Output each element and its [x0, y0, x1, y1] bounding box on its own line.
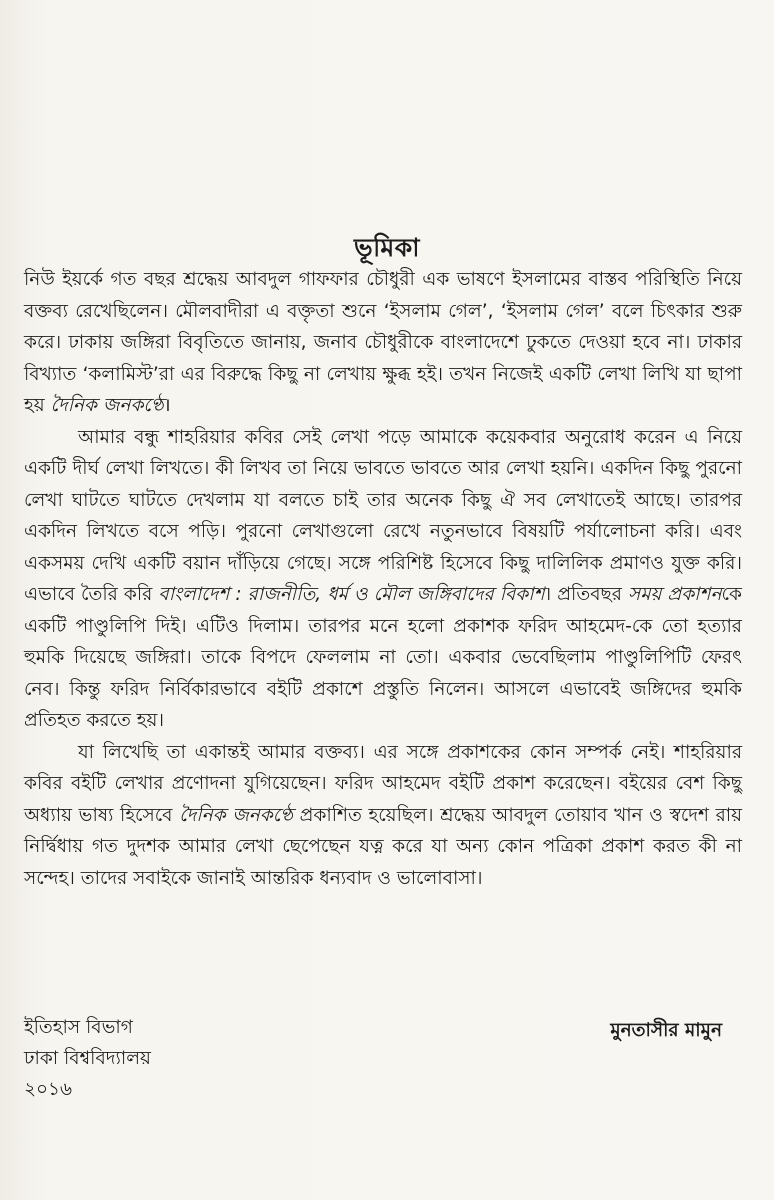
paragraph-1-end: । — [163, 395, 171, 416]
paragraph-3-text: যা লিখেছি তা একান্তই আমার বক্তব্য। এর সঙ্গে প্রকাশকের কোন সম্পর্ক নেই। শাহরিয়ার কবির বইটি লেখার প্রণোদনা যুগিয়েছেন। ফরিদ আহমেদ বইটি প্রকাশ করেছেন। বইয়ের বেশ কিছু অধ্যায় ভাষ্য হিসেবে — [24, 741, 742, 826]
paragraph-2-text-b: । প্রতিবছর — [544, 584, 628, 605]
paragraph-2 — [24, 422, 742, 737]
paragraph-2-text: আমার বন্ধু শাহরিয়ার কবির সেই লেখা পড়ে আমাকে কয়েকবার অনুরোধ করেন এ নিয়ে একটি দীর্ঘ লেখা লিখতে। কী লিখব তা নিয়ে ভাবতে ভাবতে আর লেখা হয়নি। একদিন কিছু পুরনো লেখা ঘাটতে ঘাটতে দেখলাম যা বলতে চাই তার অনেক কিছু ঐ সব লেখাতেই আছে। তারপর একদিন লিখতে বসে পড়ি। পুরনো লেখাগুলো রেখে নতুনভাবে বিষয়টি পর্যালোচনা করি। এবং একসময় দেখি একটি বয়ান দাঁড়িয়ে গেছে। সঙ্গে পরিশিষ্ট হিসেবে কিছু দালিলিক প্রমাণও যুক্ত করি। এভাবে তৈরি করি — [24, 426, 742, 605]
publisher-name: সময় প্রকাশন — [627, 584, 722, 605]
department: ইতিহাস বিভাগ — [24, 1017, 133, 1038]
university: ঢাকা বিশ্ববিদ্যালয় — [24, 1048, 151, 1069]
page-title: ভূমিকা — [354, 233, 420, 262]
paragraph-3 — [24, 737, 742, 895]
paragraph-1-text: নিউ ইয়র্কে গত বছর শ্রদ্ধেয় আবদুল গাফফার চৌধুরী এক ভাষণে ইসলামের বাস্তব পরিস্থিতি নিয়ে বক্তব্য রেখেছিলেন। মৌলবাদীরা এ বক্তৃতা শুনে ‘ইসলাম গেল’, ‘ইসলাম গেল’ বলে চিৎকার শুরু করে। ঢাকায় জঙ্গিরা বিবৃতিতে জানায়, জনাব চৌধুরীকে বাংলাদেশে ঢুকতে দেওয়া হবে না। ঢাকার বিখ্যাত ‘কলামিস্ট’রা এর বিরুদ্ধে কিছু না লেখায় ক্ষুব্ধ হই। তখন নিজেই একটি লেখা লিখি যা ছাপা হয় — [24, 269, 742, 416]
paragraph-2-text-c: কে একটি পাণ্ডুলিপি দিই। এটিও দিলাম। তারপর মনে হলো প্রকাশক ফরিদ আহমেদ-কে তো হত্যার হুমকি দিয়েছে জঙ্গিরা। তাকে বিপদে ফেললাম না তো। একবার ভেবেছিলাম পাণ্ডুলিপিটি ফেরৎ নেব। কিন্তু ফরিদ নির্বিকারভাবে বইটি প্রকাশে প্রস্তুতি নিলেন। আসলে এভাবেই জঙ্গিদের হুমকি প্রতিহত করতে হয়। — [24, 584, 742, 731]
author-name: মুনতাসীর মামুন — [610, 1020, 722, 1041]
paragraph-3-text-b: প্রকাশিত হয়েছিল। শ্রদ্ধেয় আবদুল তোয়াব খান ও স্বদেশ রায় নির্দ্বিধায় গত দুদশক আমার লেখা ছেপেছেন যত্ন করে যা অন্য কোন পত্রিকা প্রকাশ করত কী না সন্দেহ। তাদের সবাইকে জানাই আন্তরিক ধন্যবাদ ও ভালোবাসা। — [24, 804, 743, 889]
newspaper-name-2: দৈনিক জনকণ্ঠে — [179, 804, 293, 826]
preface-body — [24, 264, 742, 894]
paragraph-1 — [24, 264, 742, 422]
book-title: বাংলাদেশ : রাজনীতি, ধর্ম ও মৌল জঙ্গিবাদের বিকাশ — [158, 584, 545, 605]
year: ২০১৬ — [24, 1079, 73, 1100]
newspaper-name: দৈনিক জনকণ্ঠে — [50, 395, 164, 416]
